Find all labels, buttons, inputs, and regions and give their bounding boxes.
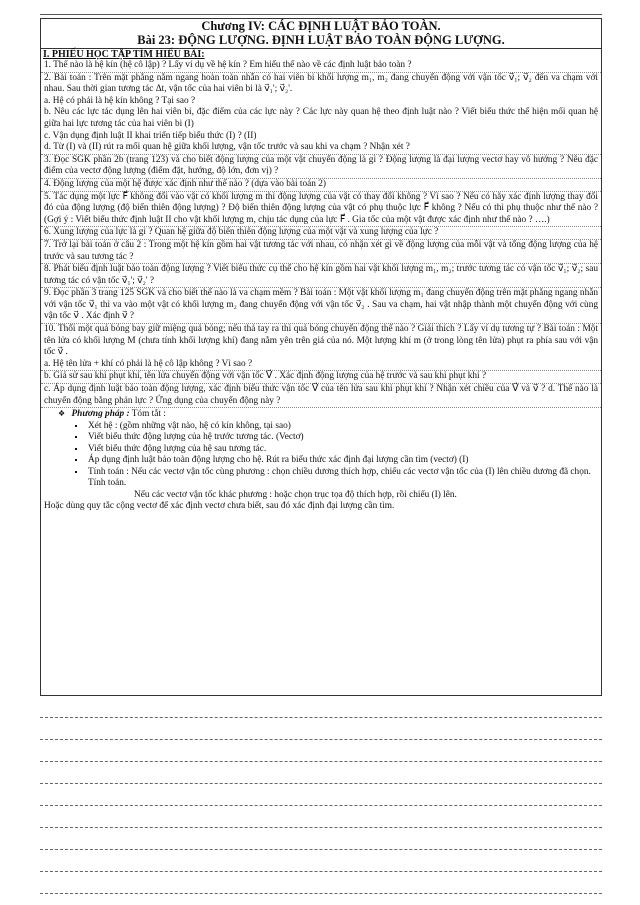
question-item: 9. Đọc phần 3 trang 125 SGK và cho biết thế nào là va chạm mềm ? Bài toán : Một vật khối lượng m₁ đang chuyển động trên mặt phẳng ngang nhẵn với vận tốc v⃗₁ thì va vào một vật có khối lượng m₂ đang chuyển động với vận tốc v⃗₂ . Sau va chạm, hai vật nhập thành một chuyển động với cùng vận tốc v⃗ . Xác định v⃗ ? (41, 288, 601, 324)
question-item: 3. Đọc SGK phần 2b (trang 123) và cho biết động lượng của một vật chuyển động là gì ? Động lượng là đại lượng vectơ hay vô hướng ? Nêu đặc điểm của vectơ động lượng (điểm đặt, hướng, độ lớn, đơn vị) ? (41, 155, 601, 179)
method-heading-row (44, 408, 598, 421)
section-title: I. PHIẾU HỌC TẬP TÌM HIỂU BÀI: (43, 49, 205, 60)
chapter-title: Chương IV: CÁC ĐỊNH LUẬT BẢO TOÀN. (201, 19, 441, 33)
answer-line (40, 871, 602, 872)
question-item: d. Từ (I) và (II) rút ra mối quan hệ giữa khối lượng, vận tốc trước và sau khi va chạm ? Nhận xét ? (41, 142, 601, 155)
question-item: a. Hệ tên lửa + khí có phải là hệ cô lập không ? Vì sao ? (41, 359, 601, 372)
lesson-title: Bài 23: ĐỘNG LƯỢNG. ĐỊNH LUẬT BẢO TOÀN ĐỘNG LƯỢNG. (41, 33, 601, 49)
question-item: 2. Bài toán : Trên mặt phẳng nằm ngang hoàn toàn nhẵn có hai viên bi khối lượng m₁, m₂ đang chuyển động với vận tốc v⃗₁; v⃗₂ đến va chạm với nhau. Sau thời gian tương tác Δt, vận tốc của hai viên bi là v⃗₁'; v⃗₂'. (44, 72, 598, 95)
method-step: ▪ Viết biểu thức động lượng của hệ sau tương tác. (86, 444, 598, 456)
answer-line (40, 893, 602, 894)
question-item: c. Áp dụng định luật bảo toàn động lượng, xác định biểu thức vận tốc V⃗ của tên lửa sau khi phụt khí ? Nhận xét chiều của V⃗ và v⃗ ? d. Thế nào là chuyển động bằng phản lực ? Ứng dụng của chuyển động này ? (41, 384, 601, 408)
question-item: c. Vận dụng định luật II khai triển tiếp biểu thức (I) ? (II) (44, 130, 257, 141)
question-item: b. Giả sử sau khi phụt khí, tên lửa chuyển động với vận tốc V⃗ . Xác định động lượng của hệ trước và sau khi phụt khí ? (41, 371, 601, 384)
question-item: 4. Động lượng của một hệ được xác định như thế nào ? (dựa vào bài toán 2) (41, 179, 601, 192)
method-summary: Tóm tắt : (131, 409, 166, 420)
question-item: 1. Thế nào là hệ kín (hệ cô lập) ? Lấy ví dụ về hệ kín ? Em hiểu thế nào về các định luật bảo toàn ? (41, 60, 601, 73)
answer-lines (40, 696, 602, 894)
method-step: ▪ Áp dụng định luật bảo toàn động lượng cho hệ. Rút ra biểu thức xác định đại lượng cần tìm (vectơ) (I) (86, 455, 598, 467)
method-step: ▪ Xét hệ : (gồm những vật nào, hệ có kín không, tại sao) (86, 421, 598, 433)
method-step: ▪ Viết biểu thức động lượng của hệ trước tương tác. (Vectơ) (86, 432, 598, 444)
answer-line (40, 739, 602, 740)
answer-line (40, 783, 602, 784)
method-steps (44, 421, 598, 490)
method-step-continuation: Nếu các vectơ vận tốc khác phương : hoặc chọn trục tọa độ thích hợp, rồi chiếu (I) lên. (134, 489, 457, 500)
answer-line (40, 827, 602, 828)
answer-line (40, 849, 602, 850)
question-item: 7. Trở lại bài toán ở câu 2 : Trong một hệ kín gồm hai vật tương tác với nhau, có nhận xét gì về động lượng của mỗi vật và tổng động lượng của hệ trước và sau tương tác ? (41, 240, 601, 264)
question-list (41, 60, 601, 408)
answer-line (40, 805, 602, 806)
answer-line (40, 761, 602, 762)
question-item: a. Hệ có phải là hệ kín không ? Tại sao ? (44, 95, 196, 106)
question-item: b. Nêu các lực tác dụng lên hai viên bi, đặc điểm của các lực này ? Các lực này quan hệ theo định luật nào ? Viết biểu thức thể hiện mối quan hệ giữa hai lực tương tác của hai viên bi (I) (44, 107, 598, 129)
method-step: ▪ Tính toán : Nếu các vectơ vận tốc cùng phương : chọn chiều dương thích hợp, chiếu các vectơ vận tốc của (I) lên chiều dương đã chọn. Tính toán. (86, 467, 598, 490)
question-item: 10. Thổi một quả bóng bay giữ miệng quả bóng; nếu thả tay ra thì quả bóng chuyển động thế nào ? Giải thích ? Lấy ví dụ tương tự ? Bài toán : Một tên lửa có khối lượng M (chưa tính khối lượng khí) đang nằm yên trên giá của nó. Một lượng khí m (ở trong lòng tên lửa) phụt ra phía sau với vận tốc v⃗ . (44, 324, 598, 358)
method-final: Hoặc dùng quy tắc cộng vectơ để xác định vectơ chưa biết, sau đó xác định đại lượng cần tìm. (44, 501, 395, 512)
method-heading: Phương pháp : (71, 409, 130, 420)
question-item: 8. Phát biểu định luật bảo toàn động lượng ? Viết biểu thức cụ thể cho hệ kín gồm hai vật khối lượng m₁, m₂; trước tương tác có vận tốc v⃗₁; v⃗₂; sau tương tác có vận tốc v⃗₁'; v⃗₂' ? (41, 264, 601, 288)
answer-line (40, 717, 602, 718)
top-rule (40, 14, 602, 15)
method-section (41, 408, 601, 513)
diamond-bullet-icon: ❖ (58, 409, 66, 419)
worksheet-page (40, 14, 602, 898)
worksheet-box (40, 18, 602, 696)
question-item: 6. Xung lượng của lực là gì ? Quan hệ giữa độ biến thiên động lượng của một vật và xung lượng của lực ? (41, 227, 601, 240)
question-item: 5. Tác dụng một lực F⃗ không đổi vào vật có khối lượng m thì động lượng của vật có thay đổi không ? Vì sao ? Nếu có hãy xác định lượng thay đổi đó của động lượng (độ biến thiên động lượng) ? Độ biến thiên động lượng của vật có phụ thuộc lực F⃗ không ? Nếu có thì phụ thuộc như thế nào ? (Gợi ý : Viết biểu thức định luật II cho vật khối lượng m, chịu tác dụng của lực F⃗ . Gia tốc của một vật được xác định như thế nào ? ….) (41, 192, 601, 228)
